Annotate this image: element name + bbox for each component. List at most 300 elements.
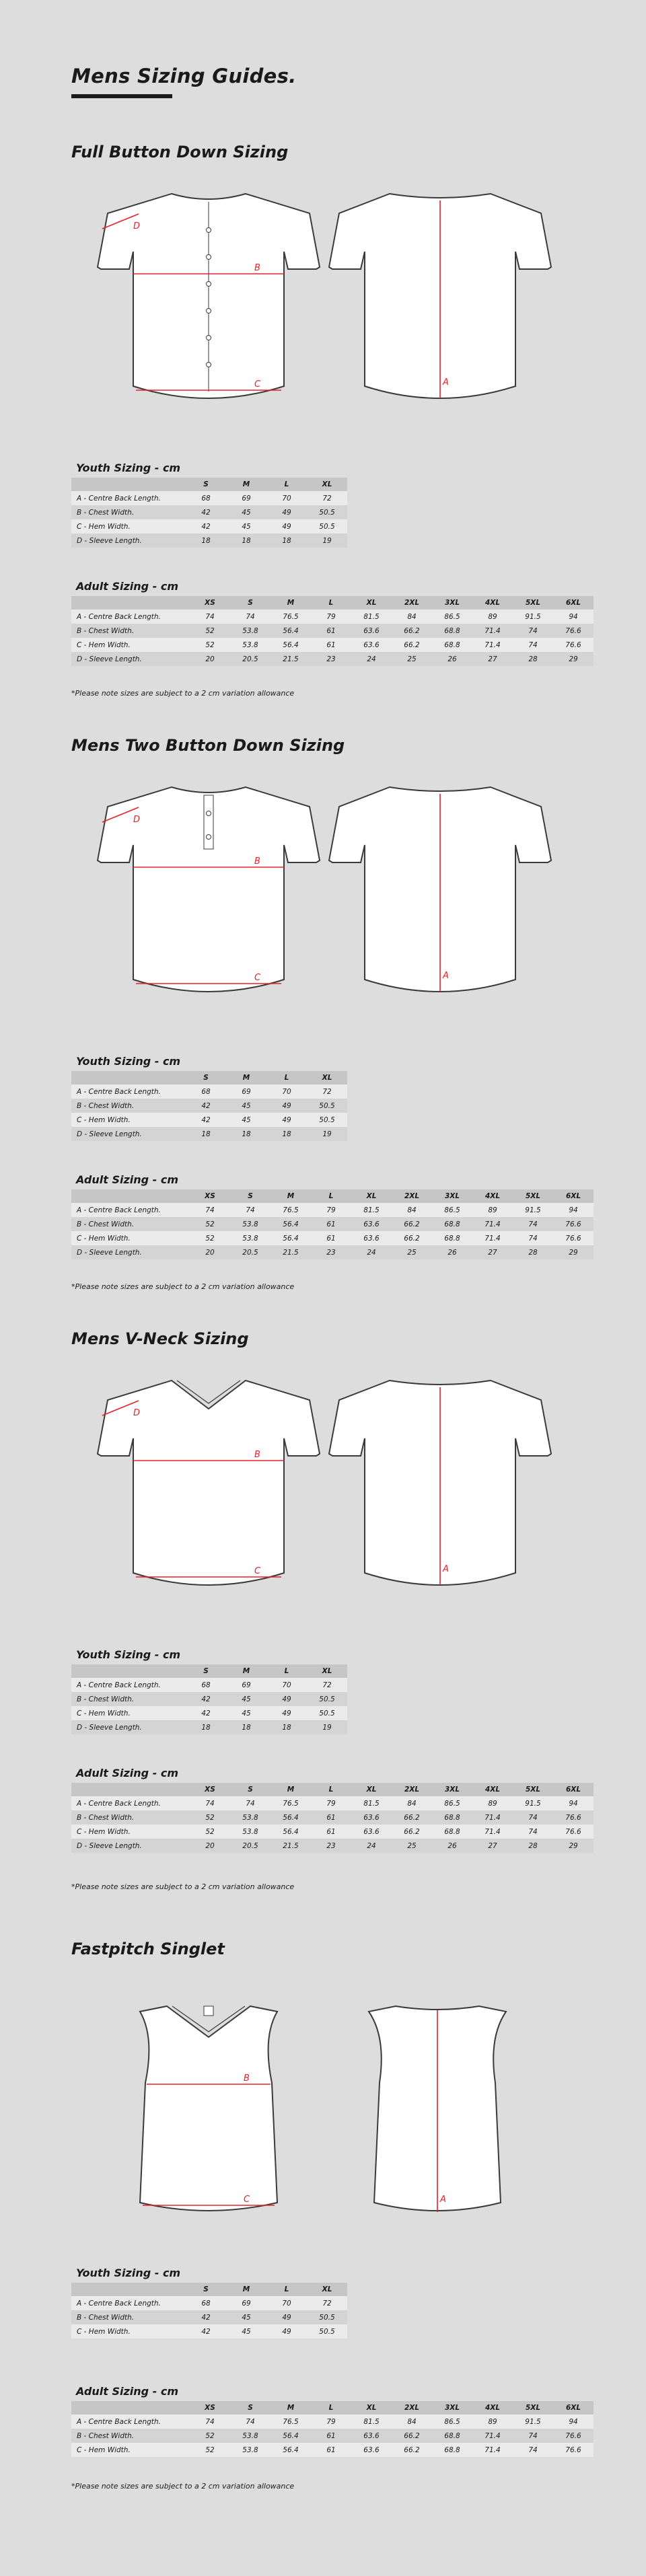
back-singlet-diagram [357, 2003, 518, 2225]
size-value: 76.6 [553, 624, 594, 638]
size-header: L [311, 1189, 351, 1203]
table-row [71, 1203, 594, 1217]
measurement-label: C - Hem Width. [71, 2324, 186, 2339]
section-title: Full Button Down Sizing [71, 143, 289, 161]
size-value: 89 [472, 1203, 513, 1217]
size-value: 20.5 [230, 1245, 271, 1259]
size-header: 3XL [432, 1783, 472, 1796]
table-row [71, 1231, 594, 1245]
table-row [71, 1720, 347, 1734]
size-header: 2XL [392, 1783, 432, 1796]
size-header: XL [351, 1783, 392, 1796]
size-header: 6XL [553, 1189, 594, 1203]
size-value: 74 [190, 610, 230, 624]
measurement-label: A - Centre Back Length. [71, 2296, 186, 2310]
size-value: 79 [311, 610, 351, 624]
size-value: 74 [513, 638, 553, 652]
size-value: 69 [226, 2296, 266, 2310]
measurement-label: D - Sleeve Length. [71, 533, 186, 548]
size-value: 84 [392, 2415, 432, 2429]
table-row [71, 491, 347, 505]
size-header: 5XL [513, 1783, 553, 1796]
size-value: 76.6 [553, 1217, 594, 1231]
size-value: 45 [226, 1113, 266, 1127]
section-v-neck [0, 1329, 646, 1901]
table-corner [71, 478, 186, 491]
size-value: 69 [226, 1084, 266, 1099]
size-header: L [266, 1664, 307, 1678]
size-value: 74 [230, 2415, 271, 2429]
table-row [71, 2415, 594, 2429]
table-row [71, 1099, 347, 1113]
table-corner [71, 1664, 186, 1678]
size-value: 89 [472, 610, 513, 624]
table-row [71, 1810, 594, 1825]
size-value: 42 [186, 519, 226, 533]
size-value: 68.8 [432, 2429, 472, 2443]
size-value: 50.5 [307, 505, 347, 519]
table-row [71, 2429, 594, 2443]
table-row [71, 610, 594, 624]
size-value: 74 [230, 610, 271, 624]
size-value: 49 [266, 519, 307, 533]
size-header: 4XL [472, 1189, 513, 1203]
size-header: 4XL [472, 596, 513, 610]
size-value: 94 [553, 1796, 594, 1810]
measurement-label: A - Centre Back Length. [71, 2415, 190, 2429]
size-value: 68 [186, 1678, 226, 1692]
size-value: 79 [311, 1203, 351, 1217]
measurement-label: C - Hem Width. [71, 2443, 190, 2457]
size-value: 28 [513, 1839, 553, 1853]
adult-sizing-title: Adult Sizing - cm [76, 1173, 179, 1186]
size-header: 3XL [432, 1189, 472, 1203]
size-value: 63.6 [351, 624, 392, 638]
size-header: M [226, 478, 266, 491]
size-value: 52 [190, 2443, 230, 2457]
size-value: 68.8 [432, 638, 472, 652]
table-corner [71, 1189, 190, 1203]
size-header: XL [351, 1189, 392, 1203]
back-shirt-diagram [326, 190, 554, 412]
size-value: 91.5 [513, 610, 553, 624]
size-value: 19 [307, 1127, 347, 1141]
size-value: 23 [311, 652, 351, 666]
size-value: 71.4 [472, 2443, 513, 2457]
table-row [71, 533, 347, 548]
size-value: 61 [311, 2429, 351, 2443]
size-value: 72 [307, 491, 347, 505]
size-value: 61 [311, 624, 351, 638]
size-value: 18 [266, 1127, 307, 1141]
table-row [71, 2324, 347, 2339]
size-value: 20.5 [230, 652, 271, 666]
size-value: 71.4 [472, 1217, 513, 1231]
size-value: 56.4 [271, 1825, 311, 1839]
label-b: B [254, 1450, 260, 1460]
table-row [71, 638, 594, 652]
size-value: 49 [266, 2310, 307, 2324]
adult-sizing-title: Adult Sizing - cm [76, 1767, 179, 1779]
size-value: 70 [266, 1084, 307, 1099]
size-value: 66.2 [392, 2429, 432, 2443]
size-header: S [186, 1071, 226, 1084]
label-c: C [254, 973, 261, 983]
size-value: 20 [190, 1839, 230, 1853]
table-corner [71, 2401, 190, 2415]
size-value: 66.2 [392, 638, 432, 652]
size-value: 91.5 [513, 1203, 553, 1217]
size-value: 91.5 [513, 1796, 553, 1810]
label-a: A [443, 377, 449, 388]
size-value: 18 [226, 1127, 266, 1141]
front-shirt-diagram [94, 1376, 323, 1598]
section-full-button-down [0, 143, 646, 701]
measurement-label: B - Chest Width. [71, 1099, 186, 1113]
measurement-label: D - Sleeve Length. [71, 1839, 190, 1853]
size-value: 68.8 [432, 1810, 472, 1825]
title-underline [71, 94, 172, 98]
size-value: 76.5 [271, 2415, 311, 2429]
size-value: 49 [266, 1692, 307, 1706]
label-a: A [443, 971, 449, 981]
label-c: C [244, 2195, 250, 2205]
size-value: 66.2 [392, 2443, 432, 2457]
table-row [71, 519, 347, 533]
size-header: XS [190, 2401, 230, 2415]
size-value: 42 [186, 2324, 226, 2339]
size-value: 70 [266, 491, 307, 505]
size-value: 19 [307, 533, 347, 548]
size-header: S [230, 596, 271, 610]
size-value: 94 [553, 610, 594, 624]
size-value: 86.5 [432, 1796, 472, 1810]
table-row [71, 1692, 347, 1706]
back-shirt-diagram [326, 783, 554, 1005]
table-row [71, 2443, 594, 2457]
back-shirt-diagram [326, 1376, 554, 1598]
size-header: 4XL [472, 2401, 513, 2415]
size-value: 70 [266, 2296, 307, 2310]
label-b: B [254, 263, 260, 273]
size-value: 76.5 [271, 610, 311, 624]
size-value: 72 [307, 1084, 347, 1099]
size-header: XL [307, 1664, 347, 1678]
size-header: M [226, 2283, 266, 2296]
label-d: D [133, 221, 141, 231]
size-header: M [226, 1664, 266, 1678]
measurement-label: B - Chest Width. [71, 1692, 186, 1706]
size-value: 68 [186, 2296, 226, 2310]
size-value: 69 [226, 1678, 266, 1692]
size-value: 42 [186, 1099, 226, 1113]
size-header: M [271, 1783, 311, 1796]
size-header: M [271, 596, 311, 610]
measurement-label: B - Chest Width. [71, 1810, 190, 1825]
size-value: 84 [392, 610, 432, 624]
size-header: XL [307, 478, 347, 491]
table-corner [71, 2283, 186, 2296]
measurement-label: B - Chest Width. [71, 2429, 190, 2443]
size-value: 50.5 [307, 2310, 347, 2324]
size-value: 63.6 [351, 2429, 392, 2443]
size-value: 53.8 [230, 2429, 271, 2443]
size-value: 89 [472, 2415, 513, 2429]
size-value: 18 [226, 1720, 266, 1734]
size-value: 52 [190, 1231, 230, 1245]
size-value: 45 [226, 1706, 266, 1720]
size-value: 76.6 [553, 1825, 594, 1839]
size-value: 71.4 [472, 1231, 513, 1245]
size-value: 42 [186, 1706, 226, 1720]
size-value: 81.5 [351, 1203, 392, 1217]
page-title: Mens Sizing Guides. [71, 65, 297, 87]
measurement-label: B - Chest Width. [71, 2310, 186, 2324]
size-value: 74 [513, 1810, 553, 1825]
size-value: 24 [351, 652, 392, 666]
size-header: L [266, 2283, 307, 2296]
size-value: 63.6 [351, 1231, 392, 1245]
size-value: 84 [392, 1203, 432, 1217]
size-value: 56.4 [271, 1231, 311, 1245]
adult-size-table [71, 1189, 594, 1259]
size-value: 42 [186, 505, 226, 519]
size-value: 18 [186, 1127, 226, 1141]
size-value: 49 [266, 1113, 307, 1127]
size-value: 63.6 [351, 1810, 392, 1825]
size-value: 71.4 [472, 2429, 513, 2443]
variation-note: *Please note sizes are subject to a 2 cm variation allowance [71, 1282, 295, 1291]
label-d: D [133, 815, 141, 825]
size-value: 63.6 [351, 2443, 392, 2457]
front-singlet-diagram [128, 2003, 289, 2225]
size-value: 52 [190, 624, 230, 638]
measurement-label: A - Centre Back Length. [71, 1678, 186, 1692]
size-header: S [186, 478, 226, 491]
size-value: 56.4 [271, 638, 311, 652]
size-value: 71.4 [472, 1810, 513, 1825]
size-value: 52 [190, 1825, 230, 1839]
size-value: 42 [186, 1113, 226, 1127]
size-value: 76.5 [271, 1796, 311, 1810]
size-value: 69 [226, 491, 266, 505]
size-value: 56.4 [271, 2443, 311, 2457]
section-title: Fastpitch Singlet [71, 1940, 225, 1958]
size-value: 74 [513, 2443, 553, 2457]
measurement-label: C - Hem Width. [71, 1113, 186, 1127]
size-value: 68.8 [432, 1825, 472, 1839]
size-value: 74 [513, 624, 553, 638]
size-header: 5XL [513, 1189, 553, 1203]
size-value: 52 [190, 1217, 230, 1231]
size-value: 61 [311, 1217, 351, 1231]
size-value: 53.8 [230, 1810, 271, 1825]
size-value: 66.2 [392, 1825, 432, 1839]
measurement-label: A - Centre Back Length. [71, 610, 190, 624]
size-value: 79 [311, 1796, 351, 1810]
size-value: 76.5 [271, 1203, 311, 1217]
size-value: 68.8 [432, 2443, 472, 2457]
size-value: 63.6 [351, 1217, 392, 1231]
table-row [71, 1706, 347, 1720]
size-header: XS [190, 596, 230, 610]
size-header: 2XL [392, 596, 432, 610]
size-value: 71.4 [472, 1825, 513, 1839]
size-value: 20.5 [230, 1839, 271, 1853]
size-value: 25 [392, 1839, 432, 1853]
size-value: 86.5 [432, 2415, 472, 2429]
measurement-label: D - Sleeve Length. [71, 1245, 190, 1259]
size-header: 2XL [392, 2401, 432, 2415]
measurement-label: B - Chest Width. [71, 505, 186, 519]
size-value: 84 [392, 1796, 432, 1810]
size-value: 29 [553, 1839, 594, 1853]
size-value: 74 [513, 1217, 553, 1231]
size-value: 76.6 [553, 1231, 594, 1245]
size-value: 89 [472, 1796, 513, 1810]
table-corner [71, 1071, 186, 1084]
adult-size-table [71, 1783, 594, 1853]
size-value: 18 [186, 533, 226, 548]
size-value: 61 [311, 1810, 351, 1825]
size-header: S [186, 2283, 226, 2296]
youth-size-table [71, 1071, 347, 1141]
size-header: XL [307, 2283, 347, 2296]
table-row [71, 1084, 347, 1099]
size-header: M [271, 1189, 311, 1203]
size-header: 4XL [472, 1783, 513, 1796]
size-header: XS [190, 1189, 230, 1203]
size-value: 26 [432, 1245, 472, 1259]
size-value: 74 [190, 1796, 230, 1810]
size-value: 26 [432, 1839, 472, 1853]
size-value: 61 [311, 1231, 351, 1245]
size-value: 86.5 [432, 610, 472, 624]
label-b: B [244, 2073, 250, 2084]
table-row [71, 505, 347, 519]
table-corner [71, 1783, 190, 1796]
size-value: 66.2 [392, 1217, 432, 1231]
youth-sizing-title: Youth Sizing - cm [76, 1648, 181, 1661]
measurement-label: C - Hem Width. [71, 1231, 190, 1245]
size-value: 63.6 [351, 1825, 392, 1839]
size-value: 74 [190, 2415, 230, 2429]
size-value: 56.4 [271, 1810, 311, 1825]
table-row [71, 1217, 594, 1231]
size-value: 94 [553, 1203, 594, 1217]
size-value: 74 [513, 1825, 553, 1839]
size-value: 18 [186, 1720, 226, 1734]
size-header: 5XL [513, 2401, 553, 2415]
variation-note: *Please note sizes are subject to a 2 cm variation allowance [71, 2482, 295, 2491]
size-header: L [311, 2401, 351, 2415]
size-value: 66.2 [392, 1231, 432, 1245]
measurement-label: C - Hem Width. [71, 638, 190, 652]
size-value: 53.8 [230, 1825, 271, 1839]
variation-note: *Please note sizes are subject to a 2 cm variation allowance [71, 1882, 295, 1891]
section-title: Mens V-Neck Sizing [71, 1329, 249, 1348]
adult-sizing-title: Adult Sizing - cm [76, 2385, 179, 2398]
measurement-label: D - Sleeve Length. [71, 1127, 186, 1141]
size-value: 86.5 [432, 1203, 472, 1217]
size-value: 52 [190, 1810, 230, 1825]
size-value: 50.5 [307, 1706, 347, 1720]
size-header: XL [351, 596, 392, 610]
size-header: 3XL [432, 596, 472, 610]
size-header: L [266, 1071, 307, 1084]
size-header: S [230, 2401, 271, 2415]
youth-size-table [71, 2283, 347, 2339]
size-value: 27 [472, 652, 513, 666]
size-value: 53.8 [230, 2443, 271, 2457]
table-row [71, 1796, 594, 1810]
size-value: 28 [513, 652, 553, 666]
size-header: XS [190, 1783, 230, 1796]
size-value: 61 [311, 1825, 351, 1839]
size-value: 20 [190, 1245, 230, 1259]
size-value: 81.5 [351, 2415, 392, 2429]
size-header: L [311, 596, 351, 610]
measurement-label: B - Chest Width. [71, 1217, 190, 1231]
size-header: M [271, 2401, 311, 2415]
measurement-label: D - Sleeve Length. [71, 1720, 186, 1734]
size-value: 68 [186, 1084, 226, 1099]
size-value: 71.4 [472, 624, 513, 638]
size-value: 50.5 [307, 519, 347, 533]
measurement-label: A - Centre Back Length. [71, 491, 186, 505]
size-value: 50.5 [307, 1113, 347, 1127]
size-value: 74 [190, 1203, 230, 1217]
size-value: 76.6 [553, 2429, 594, 2443]
youth-sizing-title: Youth Sizing - cm [76, 462, 181, 474]
size-value: 53.8 [230, 624, 271, 638]
table-row [71, 1245, 594, 1259]
measurement-label: A - Centre Back Length. [71, 1084, 186, 1099]
size-value: 23 [311, 1245, 351, 1259]
size-value: 68.8 [432, 624, 472, 638]
size-value: 52 [190, 2429, 230, 2443]
size-value: 94 [553, 2415, 594, 2429]
size-value: 28 [513, 1245, 553, 1259]
youth-sizing-title: Youth Sizing - cm [76, 2267, 181, 2279]
variation-note: *Please note sizes are subject to a 2 cm variation allowance [71, 689, 295, 698]
size-value: 68.8 [432, 1217, 472, 1231]
label-c: C [254, 379, 261, 390]
size-value: 61 [311, 2443, 351, 2457]
size-value: 25 [392, 652, 432, 666]
size-value: 23 [311, 1839, 351, 1853]
size-value: 29 [553, 652, 594, 666]
size-value: 50.5 [307, 1692, 347, 1706]
size-value: 50.5 [307, 2324, 347, 2339]
size-header: S [230, 1189, 271, 1203]
size-value: 20 [190, 652, 230, 666]
size-value: 53.8 [230, 638, 271, 652]
size-value: 56.4 [271, 1217, 311, 1231]
size-header: 3XL [432, 2401, 472, 2415]
table-row [71, 1678, 347, 1692]
size-value: 45 [226, 1692, 266, 1706]
table-row [71, 1839, 594, 1853]
size-value: 45 [226, 505, 266, 519]
size-value: 56.4 [271, 624, 311, 638]
size-value: 91.5 [513, 2415, 553, 2429]
table-row [71, 652, 594, 666]
size-header: L [266, 478, 307, 491]
size-value: 79 [311, 2415, 351, 2429]
size-value: 68.8 [432, 1231, 472, 1245]
youth-sizing-title: Youth Sizing - cm [76, 1055, 181, 1068]
